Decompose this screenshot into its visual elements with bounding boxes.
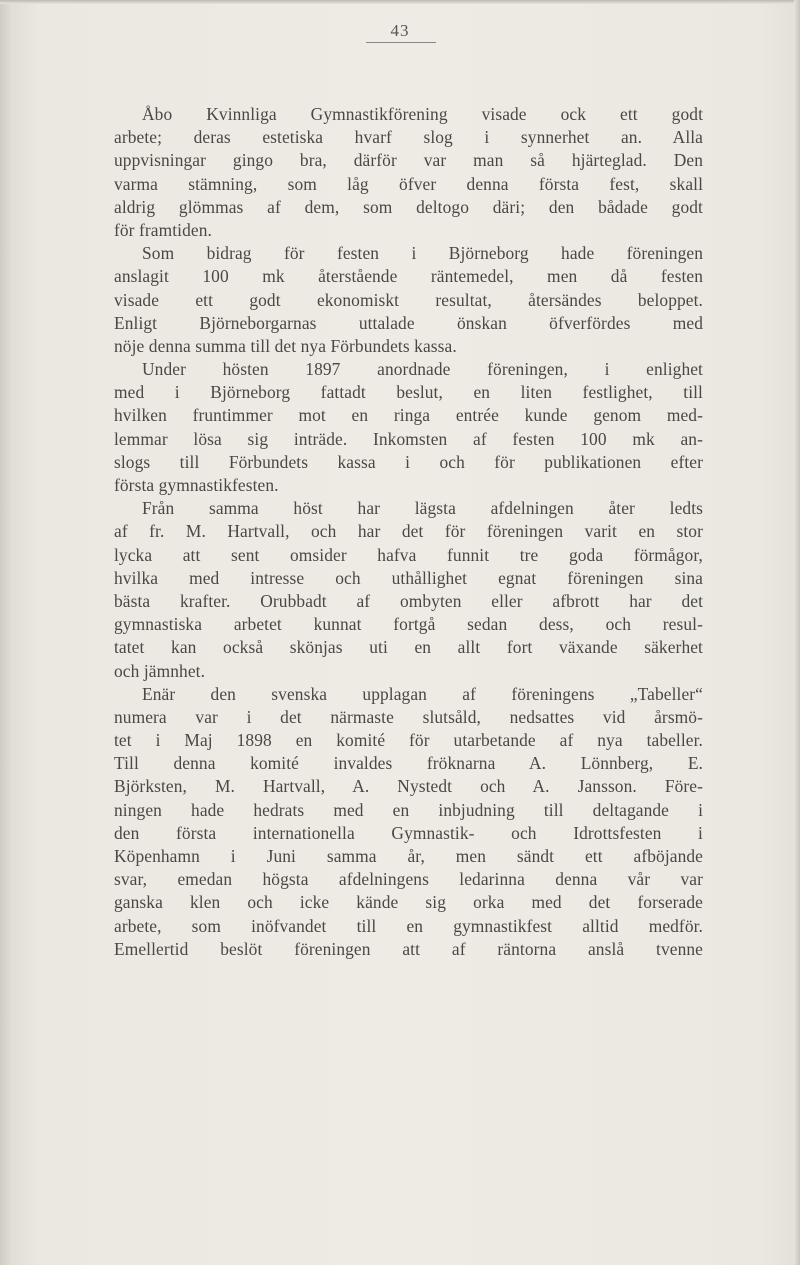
text-line: varma stämning, som låg öfver denna första fest, skall [114,173,703,194]
text-line: Emellertid beslöt föreningen att af räntorna anslå tvenne [114,938,703,959]
text-line: visade ett godt ekonomiskt resultat, återsändes beloppet. [114,289,703,310]
text-line: slogs till Förbundets kassa i och för publikationen efter [114,451,703,472]
text-line: aldrig glömmas af dem, som deltogo däri; den bådade godt [114,196,703,217]
page-top-edge [0,0,800,4]
text-line: Köpenhamn i Juni samma år, men sändt ett afböjande [114,846,703,866]
text-line: för framtiden. [114,219,212,240]
text-line: arbete, som inöfvandet till en gymnastikfest alltid medför. [114,915,703,936]
text-line: lemmar lösa sig inträde. Inkomsten af festen 100 mk an- [114,428,703,449]
text-line: gymnastiska arbetet kunnat fortgå sedan dess, och resul- [114,614,703,635]
text-line: Under hösten 1897 anordnade föreningen, i enlighet [142,359,703,380]
text-line: anslagit 100 mk återstående räntemedel, men då festen [114,266,703,287]
text-line: hvilken fruntimmer mot en ringa entrée kunde genom med- [114,405,703,426]
text-line: Enligt Björneborgarnas uttalade önskan öfverfördes med [114,312,703,333]
text-line: med i Björneborg fattadt beslut, en liten festlighet, till [114,382,703,403]
text-line: Som bidrag för festen i Björneborg hade föreningen [142,243,703,264]
text-line: ningen hade hedrats med en inbjudning till deltagande i [114,799,703,820]
text-line: af fr. M. Hartvall, och har det för föreningen varit en stor [114,521,703,542]
page-right-edge [794,0,800,1265]
text-line: Björksten, M. Hartvall, A. Nystedt och A. Jansson. Före- [114,776,703,797]
text-line: Från samma höst har lägsta afdelningen åter ledts [142,498,703,519]
text-line: bästa krafter. Orubbadt af ombyten eller afbrott har det [114,590,703,611]
text-line: Åbo Kvinnliga Gymnastikförening visade ock ett godt [142,104,703,124]
text-line: tet i Maj 1898 en komité för utarbetande af nya tabeller. [114,730,703,751]
text-line: uppvisningar gingo bra, därför var man så hjärteglad. Den [114,150,703,171]
text-line: svar, emedan högsta afdelningens ledarinna denna vår var [114,869,703,890]
text-line: och jämnhet. [114,660,206,681]
text-line: Till denna komité invaldes fröknarna A. Lönnberg, E. [114,753,703,774]
text-line: första gymnastikfesten. [114,475,279,495]
text-line: den första internationella Gymnastik- och Idrottsfesten i [114,822,703,843]
page-binding-edge [0,0,14,1265]
text-line: lycka att sent omsider hafva funnit tre goda förmågor, [114,544,703,565]
text-line: hvilka med intresse och uthållighet egnat föreningen sina [114,567,703,588]
page-number: 43 [390,21,410,40]
text-line: nöje denna summa till det nya Förbundets kassa. [114,335,457,356]
text-line: numera var i det närmaste slutsåld, nedsattes vid årsmö- [114,706,703,727]
text-line: tatet kan också skönjas uti en allt fort växande säkerhet [114,637,703,658]
body-text [114,103,703,961]
text-line: arbete; deras estetiska hvarf slog i synnerhet an. Alla [114,127,703,148]
text-line: ganska klen och icke kände sig orka med det forserade [114,892,703,913]
text-line: Enär den svenska upplagan af föreningens „Tabeller“ [142,683,703,704]
page-number-rule [366,42,436,43]
